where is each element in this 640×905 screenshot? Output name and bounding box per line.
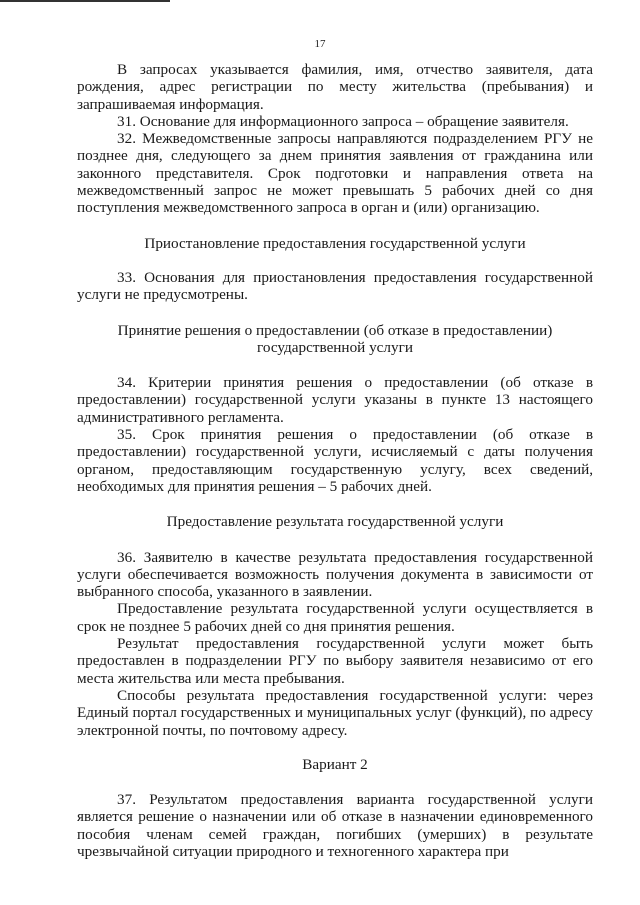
section-heading: Предоставление результата государственной услуги bbox=[166, 513, 504, 531]
heading-line: Принятие решения о предоставлении (об отказе в предоставлении) bbox=[117, 321, 553, 339]
paragraph: 34. Критерии принятия решения о предоставлении (об отказе в предоставлении) государственной услуги указаны в пункте 13 настоящего административного регламента. bbox=[77, 374, 593, 426]
section-heading: Вариант 2 bbox=[302, 755, 368, 773]
paragraph: 32. Межведомственные запросы направляются подразделением РГУ не позднее дня, следующего за днем принятия заявления от гражданина или законного представителя. Срок подготовки и направления ответа на межведомственный запрос не может превышать 5 рабочих дней со дня поступления межведомственного запроса в орган и (или) организацию. bbox=[77, 130, 593, 217]
paragraph: В запросах указывается фамилия, имя, отчество заявителя, дата рождения, адрес регистрации по месту жительства (пребывания) и запрашиваемая информация. bbox=[77, 61, 593, 113]
paragraph: 35. Срок принятия решения о предоставлении (об отказе в предоставлении) государственной услуги, исчисляемый с даты получения органом, предоставляющим государственную услугу, всех сведений, необходимых для принятия решения – 5 рабочих дней. bbox=[77, 426, 593, 495]
top-rule bbox=[0, 0, 170, 2]
paragraph: Результат предоставления государственной услуги может быть предоставлен в подразделении РГУ по выбору заявителя независимо от его места жительства или места пребывания. bbox=[77, 635, 593, 687]
paragraph: Способы результата предоставления государственной услуги: через Единый портал государственных и муниципальных услуг (функций), по адресу электронной почты, по почтовому адресу. bbox=[77, 686, 593, 739]
section-heading bbox=[77, 322, 593, 357]
paragraph: Предоставление результата государственной услуги осуществляется в срок не позднее 5 рабочих дней со дня принятия решения. bbox=[77, 600, 593, 635]
section-heading: Приостановление предоставления государственной услуги bbox=[144, 234, 526, 252]
document-body bbox=[77, 61, 593, 860]
paragraph: 31. Основание для информационного запроса – обращение заявителя. bbox=[117, 112, 569, 130]
paragraph: 33. Основания для приостановления предоставления государственной услуги не предусмотрены. bbox=[77, 268, 593, 304]
heading-line: государственной услуги bbox=[257, 338, 413, 356]
paragraph: 37. Результатом предоставления варианта государственной услуги является решение о назначении или об отказе в назначении единовременного пособия членам семей граждан, погибших (умерших) в результате чрезвычайной ситуации природного и техногенного характера при bbox=[77, 791, 593, 860]
page-number: 17 bbox=[314, 38, 326, 50]
paragraph: 36. Заявителю в качестве результата предоставления государственной услуги обеспечивается возможность получения документа в зависимости от выбранного способа, указанного в заявлении. bbox=[77, 548, 593, 601]
